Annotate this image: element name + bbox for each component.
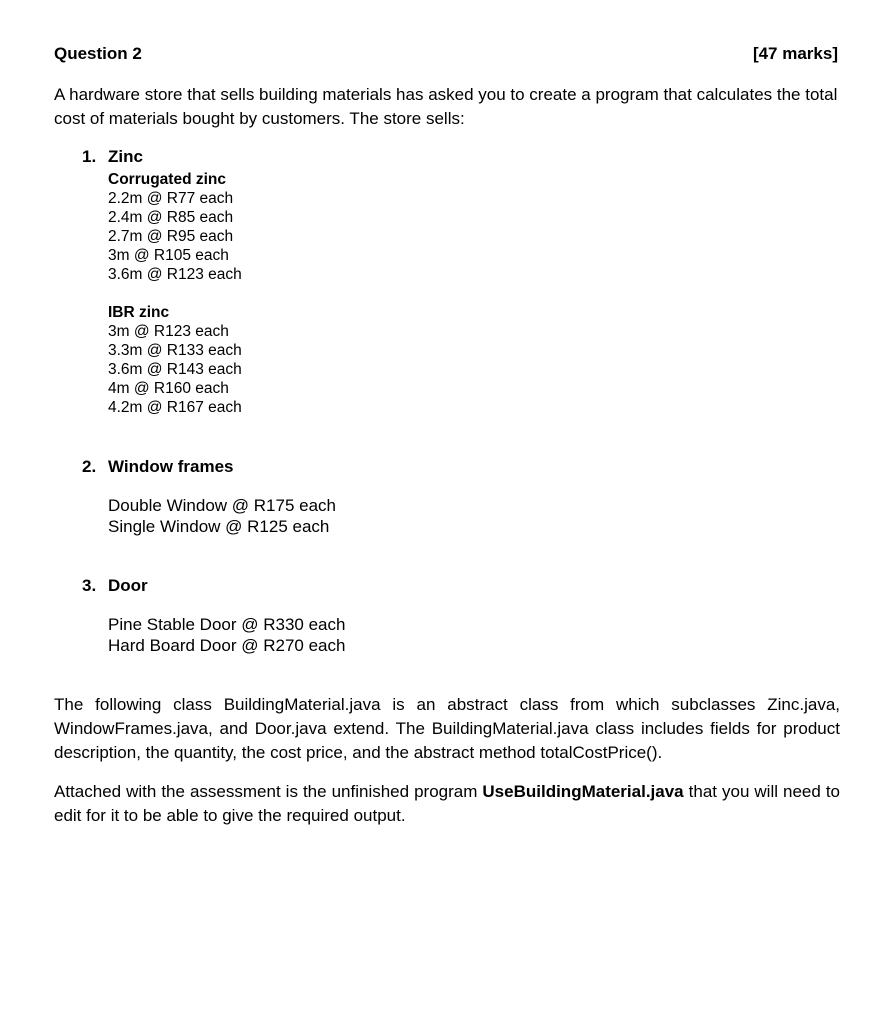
question-title: Question 2: [54, 44, 142, 63]
attachment-paragraph: [54, 780, 840, 828]
class-description-paragraph: The following class BuildingMaterial.java is an abstract class from which subclasses Zinc.java, WindowFrames.java, and Door.java extend. The BuildingMaterial.java class includes fields for product description, the quantity, the cost price, and the abstract method totalCostPrice().: [54, 695, 840, 762]
item-heading-door: [82, 575, 148, 597]
ibr-zinc-list: [108, 303, 242, 417]
price-line: 3m @ R123 each: [108, 323, 229, 340]
attachment-text-before: Attached with the assessment is the unfinished program: [54, 782, 483, 801]
window-frames-list: [108, 495, 336, 537]
item-number: 2.: [82, 457, 97, 476]
price-line: 2.2m @ R77 each: [108, 190, 234, 207]
price-line: Hard Board Door @ R270 each: [108, 636, 346, 655]
question-marks: [47 marks]: [752, 44, 838, 63]
question-header: [54, 44, 838, 66]
price-line: Single Window @ R125 each: [108, 517, 330, 536]
group-title: Corrugated zinc: [108, 171, 226, 188]
price-line: Pine Stable Door @ R330 each: [108, 615, 346, 634]
price-line: 3.3m @ R133 each: [108, 342, 242, 359]
item-heading-zinc: [82, 146, 143, 168]
price-line: 3.6m @ R123 each: [108, 266, 242, 283]
price-line: 2.4m @ R85 each: [108, 209, 234, 226]
item-title: Window frames: [108, 457, 234, 476]
price-line: 4m @ R160 each: [108, 380, 229, 397]
intro-paragraph: A hardware store that sells building materials has asked you to create a program that calculates the total cost of materials bought by customers. The store sells:: [54, 85, 838, 128]
price-line: 4.2m @ R167 each: [108, 399, 242, 416]
item-heading-window-frames: [82, 456, 233, 478]
price-line: 3m @ R105 each: [108, 247, 229, 264]
item-number: 1.: [82, 147, 97, 166]
price-line: 2.7m @ R95 each: [108, 228, 234, 245]
door-list: [108, 614, 345, 656]
item-title: Door: [108, 576, 148, 595]
group-title: IBR zinc: [108, 304, 170, 321]
price-line: 3.6m @ R143 each: [108, 361, 242, 378]
price-line: Double Window @ R175 each: [108, 496, 336, 515]
program-filename: UseBuildingMaterial.java: [482, 782, 684, 801]
corrugated-zinc-list: [108, 170, 242, 284]
attachment-text-after: that you will need to edit for it to be able to give the required output.: [54, 782, 841, 825]
item-number: 3.: [82, 576, 97, 595]
item-title: Zinc: [108, 147, 143, 166]
